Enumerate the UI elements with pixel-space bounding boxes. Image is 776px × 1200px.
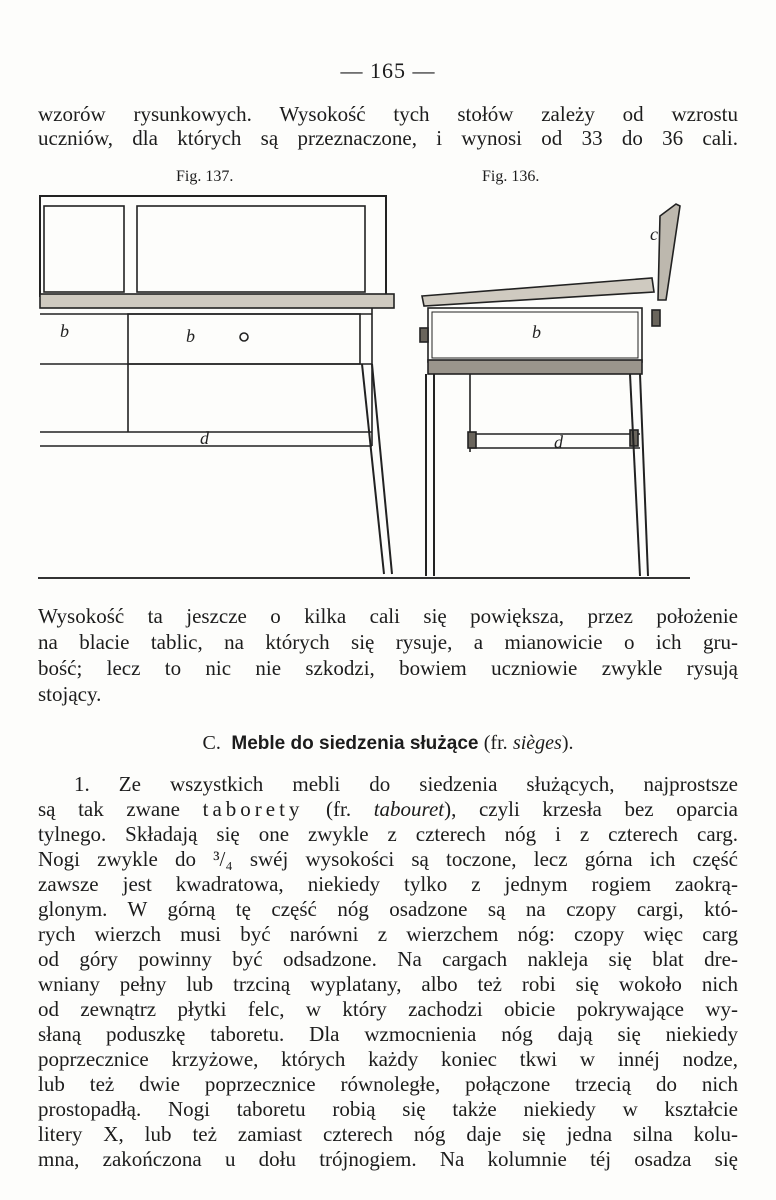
para2-line-15: litery X, lub też zamiast czterech nóg daje się jedna silna kolu- xyxy=(38,1122,738,1146)
para1-line-3: bość; lecz to nic nie szkodzi, bowiem uczniowie zwykle rysują xyxy=(38,656,738,680)
term-tabouret: tabouret xyxy=(373,797,445,821)
para2-line-2: są tak zwane taborety (fr. tabouret), czyli krzesła bez oparcia xyxy=(38,797,738,821)
fig137-label-b-center: b xyxy=(186,326,195,346)
para2-line-8: od góry powinny być odsadzone. Na cargach nakleja się blat dre- xyxy=(38,947,738,971)
para2-line-16: mna, zakończona u dołu trójnogiem. Na kolumnie téj osadza się xyxy=(38,1147,738,1171)
fig136-label-c: c xyxy=(650,224,658,244)
heading-fr-word: sièges xyxy=(512,732,562,754)
page-number: — 165 — xyxy=(340,58,436,83)
para2-line-3: tylnego. Składają się one zwykle z czterech nóg i z czterech carg. xyxy=(38,822,738,846)
fig136-label-d: d xyxy=(554,432,563,452)
fig137-label-d: d xyxy=(200,428,209,448)
fig137-label-b-left: b xyxy=(60,321,69,341)
heading-prefix: C. xyxy=(202,732,221,754)
section-heading xyxy=(0,732,776,755)
para2-line-5: zawsze jest kwadratowa, niekiedy tylko z jednym rogiem zaokrą- xyxy=(38,872,738,896)
fig136-label-b: b xyxy=(532,322,541,342)
para1-line-4: stojący. xyxy=(38,682,102,706)
para1-line-2: na blacie tablic, na których się rysuje, a mianowicie o ich gru- xyxy=(38,630,738,654)
figure-137-caption: Fig. 137. xyxy=(176,168,234,185)
para2-line-4: Nogi zwykle do ³/₄ swéj wysokości są toczone, lecz górna ich część xyxy=(38,847,738,871)
figure-137-drawing xyxy=(40,196,394,574)
fraction: ³/₄ xyxy=(213,847,233,871)
intro-line-2: uczniów, dla których są przeznaczone, i wynosi od 33 do 36 cali. xyxy=(38,126,738,150)
heading-fr-open: (fr. xyxy=(483,732,508,754)
furniture-figures xyxy=(0,182,776,602)
heading-title: Meble do siedzenia służące xyxy=(231,733,479,754)
intro-line-1: wzorów rysunkowych. Wysokość tych stołów zależy od wzrostu xyxy=(38,102,738,126)
para2-line-14: prostopadłą. Nogi taboretu robią się także niekiedy w kształcie xyxy=(38,1097,738,1121)
para2-line-1: 1. Ze wszystkich mebli do siedzenia służących, najprostsze xyxy=(74,772,738,796)
para2-line-6: glonym. W górną tę część nóg osadzone są na czopy cargi, któ- xyxy=(38,897,738,921)
heading-fr-close: ). xyxy=(561,732,574,754)
term-taborety: taborety xyxy=(202,797,304,821)
para1-line-1: Wysokość ta jeszcze o kilka cali się powiększa, przez położenie xyxy=(38,604,738,628)
figure-136-drawing xyxy=(420,204,680,576)
para2-line-10: od zewnątrz płytki felc, w który zachodzi obicie pokrywające wy- xyxy=(38,997,738,1021)
para2-line-12: poprzecznice krzyżowe, których każdy koniec tkwi w innéj nodze, xyxy=(38,1047,738,1071)
para2-line-9: wniany pełny lub trzciną wyplatany, albo też robi się wokoło nich xyxy=(38,972,738,996)
figure-136-caption: Fig. 136. xyxy=(482,168,540,185)
para2-line-7: rych wierzch musi być narówni z wierzchem nóg: czopy więc carg xyxy=(38,922,738,946)
para2-line-13: lub też dwie poprzecznice równoległe, połączone trzecią do nich xyxy=(38,1072,738,1096)
para2-line-11: słaną poduszkę taboretu. Dla wzmocnienia nóg dają się niekiedy xyxy=(38,1022,738,1046)
